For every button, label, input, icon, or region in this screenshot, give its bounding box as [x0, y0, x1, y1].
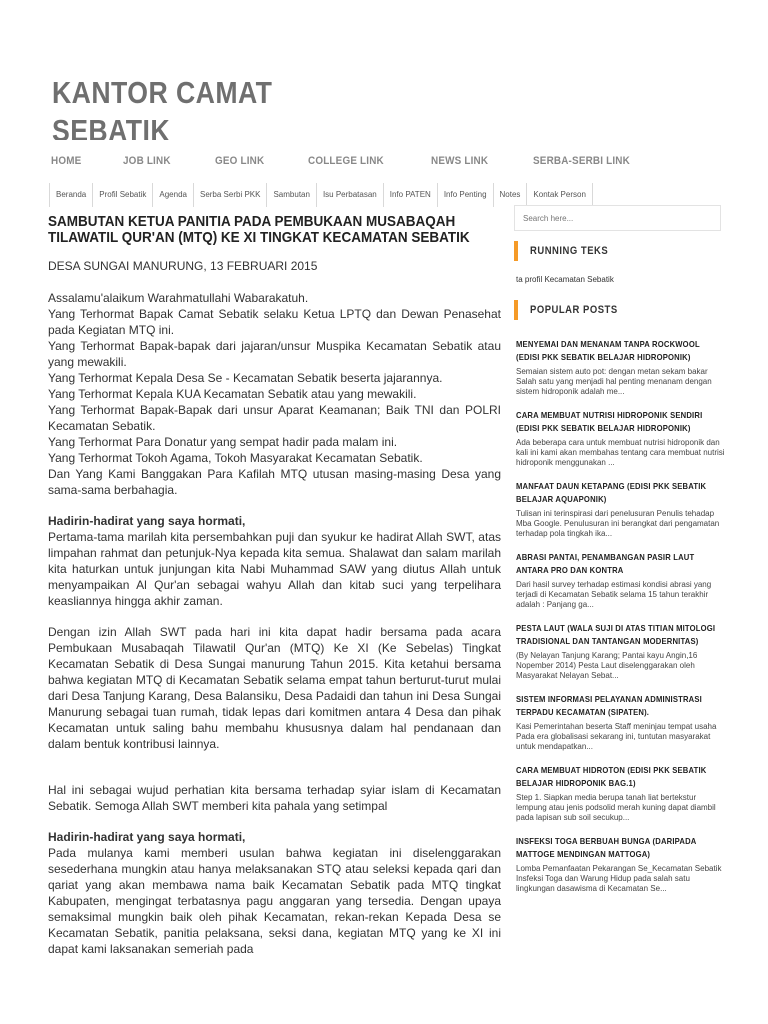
popular-post-link[interactable]: CARA MEMBUAT HIDROTON (EDISI PKK SEBATIK BELAJAR HIDROPONIK BAG.1) [516, 765, 707, 788]
popular-post-snippet: Dari hasil survey terhadap estimasi kondisi abrasi yang terjadi di Kecamatan Sebatik selama 15 tahun terakhir adalah : Panjang ga... [516, 580, 712, 609]
popular-post-snippet: (By Nelayan Tanjung Karang; Pantai kayu Angin,16 Nopember 2014) Pesta Laut diselenggarakan oleh Masyarakat Nelayan Sebat... [516, 651, 698, 680]
page-link-paten[interactable]: Info PATEN [384, 183, 438, 207]
section-heading: Hadirin-hadirat yang saya hormati, [48, 830, 246, 844]
page-link-sambutan[interactable]: Sambutan [267, 183, 316, 207]
salutation-line: Yang Terhormat Tokoh Agama, Tokoh Masyarakat Kecamatan Sebatik. [48, 451, 423, 465]
post-dateline: DESA SUNGAI MANURUNG, 13 FEBRUARI 2015 [48, 259, 318, 273]
popular-post-item [514, 693, 722, 752]
accent-bar [514, 300, 518, 320]
salutation-line: Yang Terhormat Kepala Desa Se - Kecamatan Sebatik beserta jajarannya. [48, 371, 443, 385]
page-link-notes[interactable]: Notes [494, 183, 528, 207]
popular-post-item [514, 622, 722, 681]
popular-post-item [514, 338, 722, 397]
popular-post-snippet: Ada beberapa cara untuk membuat nutrisi hidroponik dan kali ini kami akan membahas tentang cara membuat nutrisi hidroponik menggunakan ... [516, 438, 725, 467]
running-text-header [514, 241, 722, 261]
nav-job-link[interactable]: JOB LINK [123, 155, 171, 167]
site-title[interactable]: KANTOR CAMAT SEBATIK [52, 75, 273, 140]
paragraph: Pertama-tama marilah kita persembahkan puji dan syukur ke hadirat Allah SWT, atas limpahan rahmat dan petunjuk-Nya kepada kita semua. Shalawat dan salam marilah kita haturkan untuk junjungan kita Nabi Muhammad SAW yang diutus Allah untuk menyampaikan Al Qur'an sebagai wahyu Allah dan kitab suci yang terpelihara keasliannya hingga akhir zaman. [48, 530, 501, 608]
page-link-pkk[interactable]: Serba Serbi PKK [194, 183, 267, 207]
page-link-beranda[interactable]: Beranda [49, 183, 93, 207]
popular-posts-list [514, 338, 725, 894]
popular-post-item [514, 835, 722, 894]
popular-post-link[interactable]: SISTEM INFORMASI PELAYANAN ADMINISTRASI TERPADU KECAMATAN (SIPATEN). [516, 694, 702, 717]
nav-geo-link[interactable]: GEO LINK [214, 155, 264, 167]
paragraph: Pada mulanya kami memberi usulan bahwa kegiatan ini diselenggarakan sesederhana mungkin atau hanya melaksanakan STQ atau seleksi kepada qari dan qariat yang akan membawa nama baik Kecamatan Sebatik pada MTQ tingkat Kabupaten, mengingat terbatasnya pagu anggaran yang tersedia. Dengan upaya semaksimal mungkin baik oleh pihak Kecamatan, rekan-rekan Kepada Desa se Kecamatan Sebatik, panitia pelaksana, seksi dana, kegiatan MTQ yang ke XI ini dapat kami laksanakan semeriah pada [48, 846, 501, 956]
post-title: SAMBUTAN KETUA PANITIA PADA PEMBUKAAN MUSABAQAH TILAWATIL QUR'AN (MTQ) KE XI TINGKAT KECAMATAN SEBATIK [48, 213, 470, 246]
page-link-agenda[interactable]: Agenda [153, 183, 194, 207]
salutation-line: Dan Yang Kami Banggakan Para Kafilah MTQ utusan masing-masing Desa yang sama-sama berbahagia. [48, 467, 501, 497]
popular-post-snippet: Tulisan ini terinspirasi dari penelusuran Penulis tehadap Mba Google. Penulusuran ini berangkat dari pengamatan terhadap pola tingkah ika... [516, 509, 720, 538]
accent-bar [514, 241, 518, 261]
page-link-isu[interactable]: Isu Perbatasan [317, 183, 384, 207]
paragraph: Dengan izin Allah SWT pada hari ini kita dapat hadir bersama pada acara Pembukaan Musabaqah Tilawatil Qur'an (MTQ) Ke XI (Ke Sebelas) Tingkat Kecamatan Sebatik di Desa Sungai manurung Tahun 2015. Kita ketahui bersama bahwa kegiatan MTQ di Kecamatan Sebatik selama empat tahun berturut-turut mulai dari Desa Tanjung Karang, Desa Balansiku, Desa Padaidi dan tahun ini Desa Sungai Manurung sebagai tuan rumah, tidak lepas dari komitmen antara 4 Desa dan pihak Kecamatan untuk saling bahu membahu khususnya dalam hal pendanaan dan dalam bentuk kontribusi lainnya. [48, 625, 501, 751]
popular-post-snippet: Lomba Pemanfaatan Pekarangan Se_Kecamatan Sebatik Insfeksi Toga dan Warung Hidup pada salah satu lingkungan dasawisma di Kecamatan Se... [516, 864, 722, 893]
popular-post-item [514, 409, 725, 468]
nav-college-link[interactable]: COLLEGE LINK [307, 155, 384, 167]
running-text-heading: RUNNING TEKS [530, 245, 609, 257]
salutation-line: Yang Terhormat Bapak Camat Sebatik selaku Ketua LPTQ dan Dewan Penasehat pada Kegiatan MTQ ini. [48, 307, 501, 337]
running-text-marquee: ta profil Kecamatan Sebatik [516, 275, 614, 284]
page-link-profil[interactable]: Profil Sebatik [93, 183, 153, 207]
nav-serba-serbi-link[interactable]: SERBA-SERBI LINK [532, 155, 630, 167]
nav-home[interactable]: HOME [51, 155, 82, 167]
post-body [48, 258, 501, 957]
section-heading: Hadirin-hadirat yang saya hormati, [48, 514, 246, 528]
page-navigation [49, 183, 593, 207]
popular-post-snippet: Semaian sistem auto pot: dengan metan sekam bakar Salah satu yang menjadi hal penting menanam dengan sistem hidroponik adalah me... [516, 367, 712, 396]
popular-posts-heading: POPULAR POSTS [530, 304, 618, 316]
page-link-info-penting[interactable]: Info Penting [438, 183, 494, 207]
popular-post-link[interactable]: MENYEMAI DAN MENANAM TANPA ROCKWOOL (EDISI PKK SEBATIK BELAJAR HIDROPONIK) [516, 339, 700, 362]
page-link-kontak[interactable]: Kontak Person [527, 183, 592, 207]
salutation-line: Yang Terhormat Kepala KUA Kecamatan Sebatik atau yang mewakili. [48, 387, 417, 401]
popular-post-snippet: Kasi Pemerintahan beserta Staff meninjau tempat usaha Pada era globalisasi sekarang ini, tuntutan masyarakat untuk mendapatkan... [516, 722, 717, 751]
nav-news-link[interactable]: NEWS LINK [430, 155, 488, 167]
popular-post-link[interactable]: INSFEKSI TOGA BERBUAH BUNGA (DARIPADA MATTOGE MENDINGAN MATTOGA) [516, 836, 697, 859]
search-input[interactable] [514, 205, 721, 231]
sidebar [514, 205, 725, 906]
popular-post-item [514, 764, 722, 823]
popular-post-link[interactable]: CARA MEMBUAT NUTRISI HIDROPONIK SENDIRI (EDISI PKK SEBATIK BELAJAR HIDROPONIK) [516, 410, 703, 433]
popular-post-item [514, 551, 722, 610]
greeting: Assalamu'alaikum Warahmatullahi Wabarakatuh. [48, 291, 309, 305]
salutation-line: Yang Terhormat Bapak-bapak dari jajaran/unsur Muspika Kecamatan Sebatik atau yang mewakili. [48, 339, 501, 369]
popular-posts-header [514, 300, 722, 320]
popular-post-link[interactable]: PESTA LAUT (WALA SUJI DI ATAS TITIAN MITOLOGI TRADISIONAL DAN TANTANGAN MODERNITAS) [516, 623, 716, 646]
salutation-line: Yang Terhormat Para Donatur yang sempat hadir pada malam ini. [48, 435, 398, 449]
popular-post-item [514, 480, 722, 539]
salutation-line: Yang Terhormat Bapak-Bapak dari unsur Aparat Keamanan; Baik TNI dan POLRI Kecamatan Sebatik. [48, 403, 501, 433]
popular-post-snippet: Step 1. Siapkan media berupa tanah liat bertekstur lempung atau jenis podsolid merah kuning dapat diambil pada lapisan sub soil secukup... [516, 793, 716, 822]
top-navigation [51, 151, 674, 165]
popular-post-link[interactable]: ABRASI PANTAI, PENAMBANGAN PASIR LAUT ANTARA PRO DAN KONTRA [516, 552, 695, 575]
paragraph: Hal ini sebagai wujud perhatian kita bersama terhadap syiar islam di Kecamatan Sebatik. Semoga Allah SWT memberi kita pahala yang setimpal [48, 783, 501, 813]
popular-post-link[interactable]: MANFAAT DAUN KETAPANG (EDISI PKK SEBATIK BELAJAR AQUAPONIK) [516, 481, 707, 504]
